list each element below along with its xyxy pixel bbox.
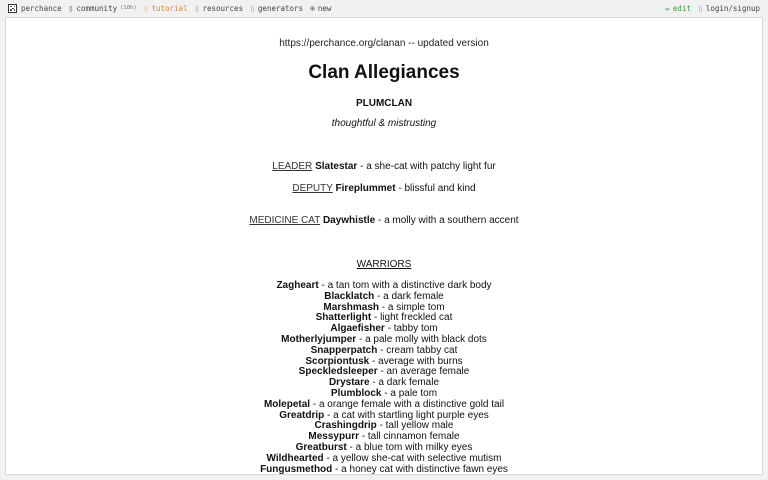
medicine-cat-name: Daywhistle: [322, 215, 376, 226]
clan-name: PLUMCLAN: [355, 98, 413, 109]
warrior-desc: - a cat with startling light purple eyes: [324, 409, 489, 421]
top-nav-right: [665, 4, 760, 13]
warrior-desc: - tall cinnamon female: [358, 431, 460, 443]
nav-tutorial-label: tutorial: [151, 3, 188, 13]
deputy-label: DEPUTY: [292, 183, 333, 194]
resources-icon: ▯: [194, 3, 200, 13]
warrior-name: Zagheart: [276, 280, 319, 291]
nav-resources-label: resources: [202, 3, 244, 13]
leader-label: LEADER: [272, 161, 313, 172]
warrior-desc: - a yellow she-cat with selective mutism: [323, 452, 502, 464]
warrior-name: Molepetal: [263, 398, 311, 410]
warrior-name: Wildhearted: [266, 452, 324, 464]
community-badge: (10h): [120, 5, 137, 11]
warrior-desc: - a honey cat with distinctive fawn eyes: [332, 463, 508, 475]
generators-icon: ▯: [250, 3, 255, 13]
warrior-name: Crashingdrip: [314, 420, 377, 432]
warrior-name: Fungusmethod: [260, 463, 333, 475]
clan-trait: thoughtful & mistrusting: [331, 118, 437, 129]
warrior-desc: - average with burns: [369, 355, 463, 367]
nav-community[interactable]: [69, 4, 137, 13]
warrior-row: [6, 465, 762, 475]
nav-generators[interactable]: [250, 4, 303, 13]
warrior-desc: - cream tabby cat: [377, 344, 458, 356]
top-nav-left: [8, 4, 338, 13]
warrior-desc: - light freckled cat: [371, 312, 453, 324]
nav-resources[interactable]: [195, 4, 243, 13]
medicine-cat-line: [6, 215, 762, 226]
warriors-heading: WARRIORS: [356, 259, 412, 270]
deputy-desc: - blissful and kind: [395, 183, 476, 194]
warrior-name: Plumblock: [330, 387, 382, 399]
nav-community-label: community: [76, 3, 118, 13]
nav-generators-label: generators: [257, 3, 304, 13]
nav-home-perchance[interactable]: [8, 4, 62, 13]
warrior-desc: - a pale molly with black dots: [356, 333, 487, 345]
chat-icon: ▯: [68, 3, 74, 13]
plus-circle-icon: ⊕: [310, 3, 315, 13]
generator-output-frame: [5, 17, 763, 475]
nav-brand-label: perchance: [21, 3, 62, 13]
warrior-name: Messypurr: [308, 431, 359, 443]
warrior-desc: - a dark female: [369, 377, 440, 389]
page-title: Clan Allegiances: [308, 62, 460, 83]
leader-name: Slatestar: [315, 161, 358, 172]
medicine-cat-label: MEDICINE CAT: [249, 215, 321, 226]
warrior-desc: - tall yellow male: [376, 420, 454, 432]
warrior-name: Shatterlight: [315, 312, 372, 324]
nav-login-label: login/signup: [705, 3, 760, 13]
warrior-list: [6, 281, 762, 475]
nav-tutorial[interactable]: [144, 4, 188, 13]
user-icon: ▯: [697, 3, 703, 13]
warrior-name: Marshmash: [323, 301, 379, 313]
nav-login[interactable]: [698, 4, 760, 13]
warrior-desc: - an average female: [377, 366, 470, 378]
warrior-desc: - a pale tom: [381, 387, 438, 399]
warrior-name: Motherlyjumper: [281, 333, 357, 345]
dice-logo-icon: [8, 4, 17, 13]
warrior-desc: - a blue tom with milky eyes: [346, 441, 473, 453]
warrior-desc: - a tan tom with a distinctive dark body: [318, 280, 492, 291]
deputy-name: Fireplummet: [335, 183, 396, 194]
warrior-desc: - a dark female: [374, 290, 444, 302]
warrior-name: Blacklatch: [324, 290, 375, 302]
deputy-line: [6, 183, 762, 194]
top-nav-bar: [0, 0, 768, 16]
nav-edit[interactable]: [665, 4, 691, 13]
nav-new-label: new: [317, 3, 332, 13]
warrior-desc: - a orange female with a distinctive gold tail: [310, 398, 505, 410]
warrior-name: Speckledsleeper: [298, 366, 378, 378]
book-icon: ▯: [143, 3, 149, 13]
source-url-line: https://perchance.org/clanan -- updated version: [279, 38, 489, 49]
leader-desc: - a she-cat with patchy light fur: [357, 161, 496, 172]
warrior-name: Greatburst: [295, 441, 347, 453]
warrior-name: Greatdrip: [279, 409, 325, 421]
leader-line: [6, 161, 762, 172]
warrior-name: Snapperpatch: [310, 344, 378, 356]
warrior-desc: - tabby tom: [384, 323, 438, 335]
warrior-name: Algaefisher: [330, 323, 385, 335]
warrior-name: Scorpiontusk: [305, 355, 370, 367]
pencil-icon: ✏: [665, 3, 670, 13]
warrior-desc: - a simple tom: [379, 301, 445, 313]
warrior-name: Drystare: [328, 377, 370, 389]
medicine-cat-desc: - a molly with a southern accent: [375, 215, 519, 226]
nav-new[interactable]: [310, 4, 331, 13]
nav-edit-label: edit: [672, 3, 691, 13]
